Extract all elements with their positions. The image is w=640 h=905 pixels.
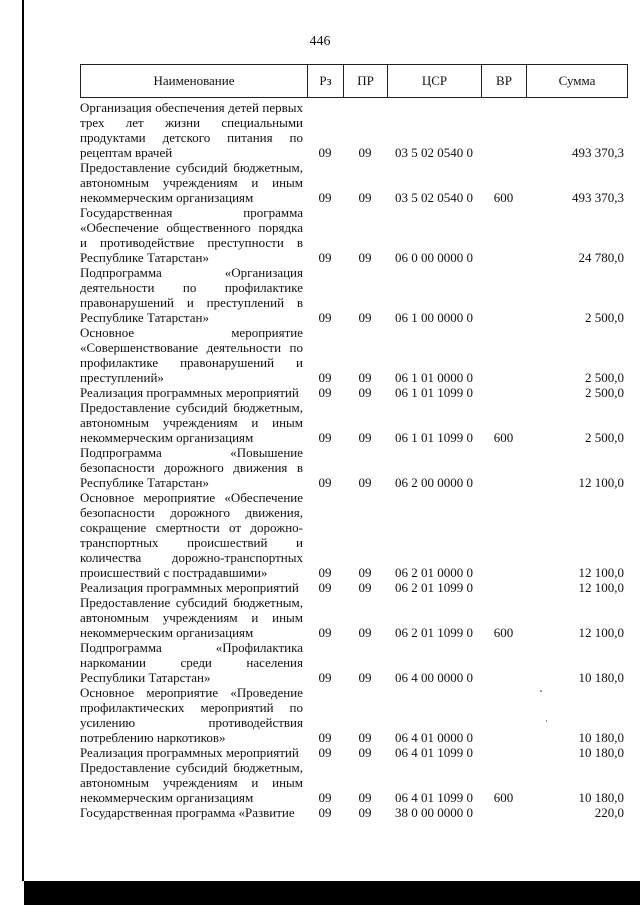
- cell-csr: 06 1 01 1099 0: [395, 385, 473, 400]
- cell-pr: 09: [358, 385, 372, 400]
- cell-pr: 09: [358, 145, 372, 160]
- cell-name: Предоставление субсидий бюджетным, автономным учреждениям и иным некоммерческим организациям: [80, 595, 303, 640]
- table-row: [80, 445, 628, 490]
- cell-rz: 09: [318, 580, 332, 595]
- cell-rz: 09: [318, 370, 332, 385]
- cell-vr: 600: [493, 790, 514, 805]
- cell-sum: 2 500,0: [585, 310, 624, 325]
- cell-sum: 493 370,3: [572, 190, 624, 205]
- cell-name: Реализация программных мероприятий: [80, 580, 299, 595]
- budget-table-body: [80, 100, 628, 820]
- cell-csr: 03 5 02 0540 0: [395, 190, 473, 205]
- cell-rz: 09: [318, 475, 332, 490]
- table-row: [80, 400, 628, 445]
- page-number: 446: [309, 34, 331, 49]
- cell-rz: 09: [318, 430, 332, 445]
- cell-csr: 38 0 00 0000 0: [395, 805, 473, 820]
- cell-sum: 12 100,0: [578, 565, 624, 580]
- cell-csr: 06 4 01 1099 0: [395, 790, 473, 805]
- cell-pr: 09: [358, 625, 372, 640]
- column-header-name: Наименование: [81, 65, 308, 97]
- table-row: [80, 640, 628, 685]
- cell-name: Основное мероприятие «Совершенствование деятельности по профилактике правонарушений и преступлений»: [80, 325, 303, 385]
- cell-sum: 12 100,0: [578, 625, 624, 640]
- cell-csr: 03 5 02 0540 0: [395, 145, 473, 160]
- scan-speck: [546, 720, 547, 722]
- cell-pr: 09: [358, 430, 372, 445]
- cell-vr: 600: [493, 430, 514, 445]
- column-header-vr: ВР: [482, 65, 527, 97]
- cell-rz: 09: [318, 310, 332, 325]
- cell-csr: 06 1 01 1099 0: [395, 430, 473, 445]
- column-header-pr: ПР: [344, 65, 388, 97]
- cell-csr: 06 1 01 0000 0: [395, 370, 473, 385]
- cell-rz: 09: [318, 730, 332, 745]
- cell-name: Государственная программа «Обеспечение общественного порядка и противодействие преступности в Республике Татарстан»: [80, 205, 303, 265]
- cell-rz: 09: [318, 250, 332, 265]
- cell-csr: 06 2 00 0000 0: [395, 475, 473, 490]
- cell-name: Основное мероприятие «Проведение профилактических мероприятий по усилению противодействия потреблению наркотиков»: [80, 685, 303, 745]
- cell-name: Реализация программных мероприятий: [80, 745, 299, 760]
- column-header-sum: Сумма: [558, 73, 596, 88]
- table-row: [80, 760, 628, 805]
- cell-rz: 09: [318, 190, 332, 205]
- cell-sum: 220,0: [594, 805, 624, 820]
- cell-name: Предоставление субсидий бюджетным, автономным учреждениям и иным некоммерческим организациям: [80, 760, 303, 805]
- table-row: [80, 385, 628, 400]
- cell-pr: 09: [358, 580, 372, 595]
- scan-speck: [540, 690, 542, 692]
- cell-rz: 09: [318, 670, 332, 685]
- scan-edge: [22, 0, 24, 881]
- cell-rz: 09: [318, 385, 332, 400]
- cell-vr: 600: [493, 190, 514, 205]
- cell-pr: 09: [358, 565, 372, 580]
- cell-pr: 09: [358, 790, 372, 805]
- cell-csr: 06 2 01 1099 0: [395, 625, 473, 640]
- cell-pr: 09: [358, 745, 372, 760]
- cell-csr: 06 0 00 0000 0: [395, 250, 473, 265]
- cell-sum: 12 100,0: [578, 580, 624, 595]
- cell-name: Предоставление субсидий бюджетным, автономным учреждениям и иным некоммерческим организациям: [80, 400, 303, 445]
- cell-pr: 09: [358, 370, 372, 385]
- cell-name: Подпрограмма «Профилактика наркомании среди населения Республики Татарстан»: [80, 640, 303, 685]
- cell-rz: 09: [318, 805, 332, 820]
- cell-sum: 10 180,0: [578, 730, 624, 745]
- table-row: [80, 160, 628, 205]
- table-row: [80, 490, 628, 580]
- cell-rz: 09: [318, 790, 332, 805]
- cell-rz: 09: [318, 565, 332, 580]
- cell-sum: 2 500,0: [585, 430, 624, 445]
- cell-rz: 09: [318, 745, 332, 760]
- cell-rz: 09: [318, 145, 332, 160]
- table-row: [80, 595, 628, 640]
- table-row: [80, 685, 628, 745]
- cell-sum: 2 500,0: [585, 385, 624, 400]
- cell-name: Подпрограмма «Организация деятельности по профилактике правонарушений и преступлений в Республике Татарстан»: [80, 265, 303, 325]
- cell-csr: 06 4 00 0000 0: [395, 670, 473, 685]
- cell-rz: 09: [318, 625, 332, 640]
- cell-sum: 2 500,0: [585, 370, 624, 385]
- table-row: [80, 325, 628, 385]
- cell-name: Подпрограмма «Повышение безопасности дорожного движения в Республике Татарстан»: [80, 445, 303, 490]
- column-header-csr: ЦСР: [388, 65, 482, 97]
- cell-pr: 09: [358, 670, 372, 685]
- cell-pr: 09: [358, 805, 372, 820]
- cell-name: Предоставление субсидий бюджетным, автономным учреждениям и иным некоммерческим организациям: [80, 160, 303, 205]
- cell-sum: 10 180,0: [578, 745, 624, 760]
- cell-name: Организация обеспечения детей первых трех лет жизни специальными продуктами детского питания по рецептам врачей: [80, 100, 303, 160]
- cell-sum: 10 180,0: [578, 670, 624, 685]
- table-row: [80, 580, 628, 595]
- cell-name: Государственная программа «Развитие: [80, 805, 295, 820]
- cell-sum: 24 780,0: [578, 250, 624, 265]
- cell-pr: 09: [358, 475, 372, 490]
- table-row: [80, 805, 628, 820]
- table-row: [80, 745, 628, 760]
- cell-name: Основное мероприятие «Обеспечение безопасности дорожного движения, сокращение смертности от дорожно-транспортных происшествий и количества дорожно-транспортных происшествий с пострадавшими»: [80, 490, 303, 580]
- cell-csr: 06 4 01 1099 0: [395, 745, 473, 760]
- cell-csr: 06 2 01 0000 0: [395, 565, 473, 580]
- cell-pr: 09: [358, 190, 372, 205]
- table-row: [80, 100, 628, 160]
- cell-pr: 09: [358, 730, 372, 745]
- cell-sum: 12 100,0: [578, 475, 624, 490]
- column-header-rz: Рз: [308, 65, 344, 97]
- cell-csr: 06 4 01 0000 0: [395, 730, 473, 745]
- table-row: [80, 265, 628, 325]
- cell-sum: 10 180,0: [578, 790, 624, 805]
- cell-pr: 09: [358, 250, 372, 265]
- cell-csr: 06 1 00 0000 0: [395, 310, 473, 325]
- cell-sum: 493 370,3: [572, 145, 624, 160]
- cell-csr: 06 2 01 1099 0: [395, 580, 473, 595]
- table-header: [80, 64, 628, 98]
- scan-border: [24, 881, 640, 905]
- cell-vr: 600: [493, 625, 514, 640]
- cell-name: Реализация программных мероприятий: [80, 385, 299, 400]
- cell-pr: 09: [358, 310, 372, 325]
- table-row: [80, 205, 628, 265]
